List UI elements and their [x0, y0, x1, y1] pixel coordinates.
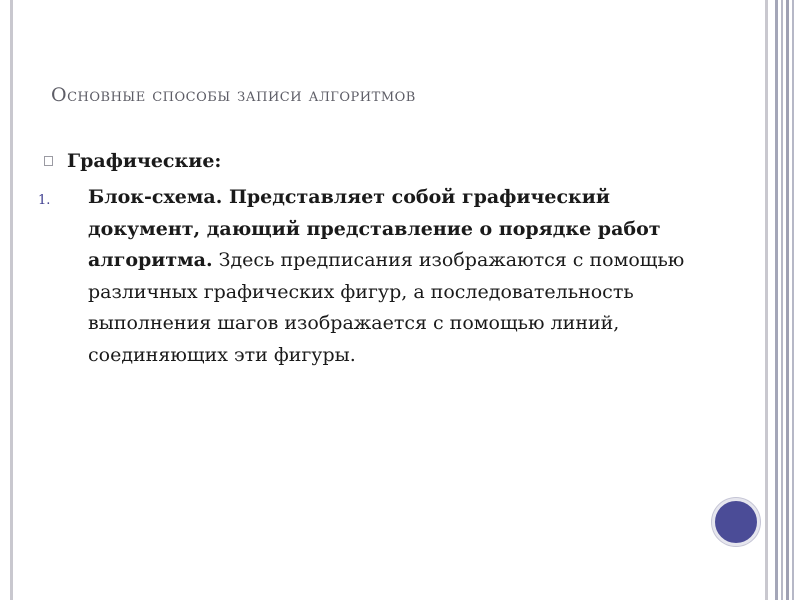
- list-item-number: 1.: [38, 193, 51, 208]
- decorative-rail: [792, 0, 794, 600]
- list-item-text: [88, 182, 698, 371]
- slide-title: Основные способы записи алгоритмов: [51, 84, 416, 106]
- bullet-label: Графические:: [67, 150, 222, 172]
- bullet-item: [44, 150, 221, 172]
- decorative-rail: [786, 0, 789, 600]
- list-item-bold-text: Блок-схема. Представляет собой графический документ, дающий представление о порядке работ алгоритма.: [88, 186, 661, 271]
- decorative-rail: [775, 0, 778, 600]
- list-item-regular-text: Здесь предписания изображаются с помощью различных графических фигур, а последовательность выполнения шагов изображается с помощью линий, соединяющих эти фигуры.: [88, 249, 685, 366]
- decorative-rail: [781, 0, 783, 600]
- circle-decoration-icon: [712, 498, 760, 546]
- square-bullet-icon: [44, 156, 53, 166]
